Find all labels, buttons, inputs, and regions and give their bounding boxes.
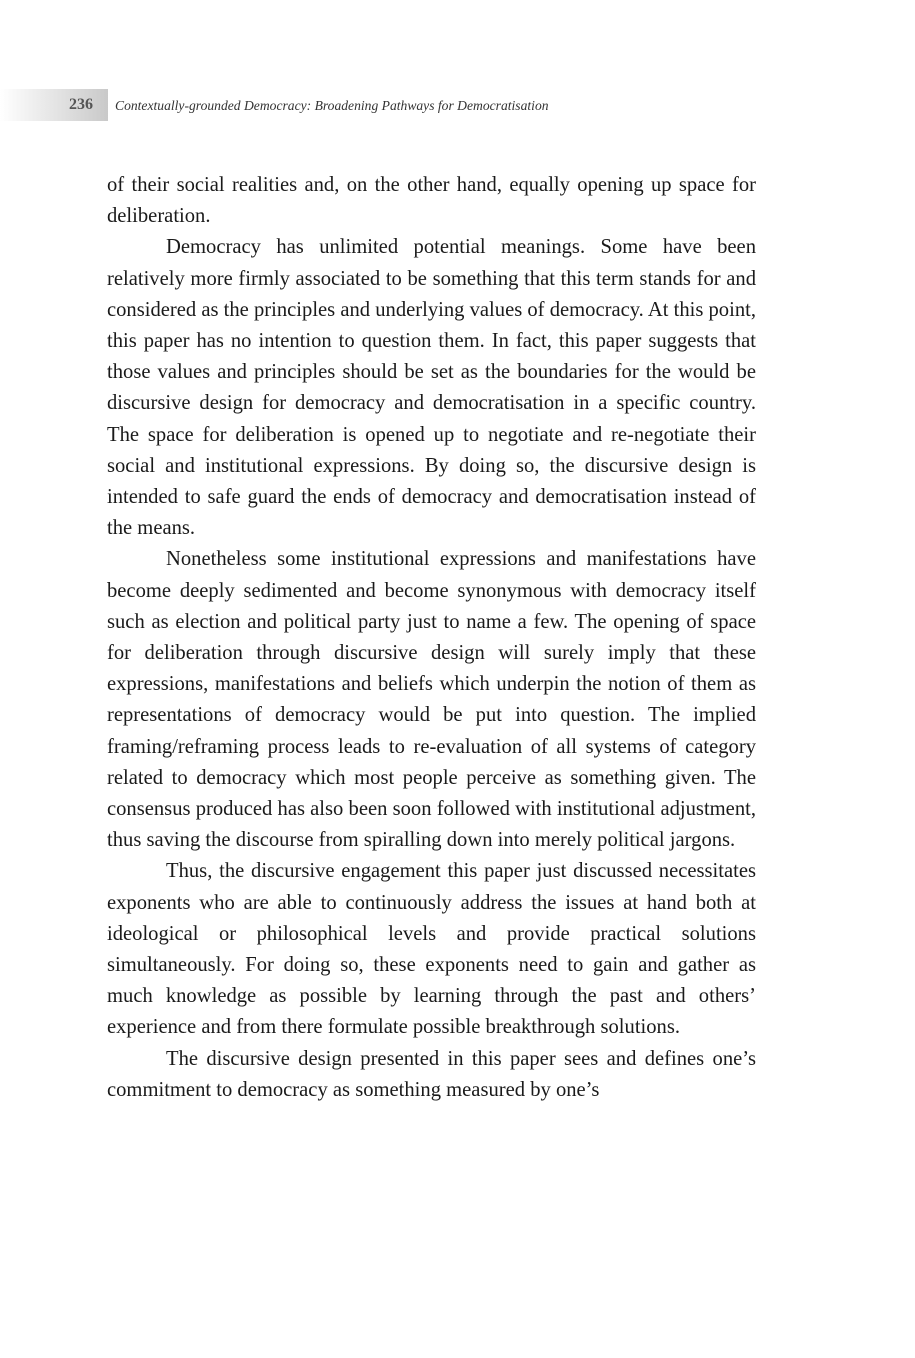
paragraph: Nonetheless some institutional expressions and manifestations have become deeply sedimented and become synonymous with democracy itself such as election and political party just to name a few. The opening of space for deliberation through discursive design will surely imply that these expressions, manifestations and beliefs which underpin the notion of them as representations of democracy would be put into question. The implied framing/reframing process leads to re-evaluation of all systems of category related to democracy which most people perceive as something given. The consensus produced has also been soon followed with institutional adjustment, thus saving the discourse from spiralling down into merely political jargons.	[107, 548, 756, 852]
running-title: Contextually-grounded Democracy: Broadening Pathways for Democratisation	[115, 98, 549, 113]
paragraph: Democracy has unlimited potential meanings. Some have been relatively more firmly associated to be something that this term stands for and considered as the principles and underlying values of democracy. At this point, this paper has no intention to question them. In fact, this paper suggests that those values and principles should be set as the boundaries for the would be discursive design for democracy and democratisation in a specific country. The space for deliberation is opened up to negotiate and re-negotiate their social and institutional expressions. By doing so, the discursive design is intended to safe guard the ends of democracy and democratisation instead of the means.	[107, 236, 756, 540]
page-number: 236	[69, 96, 93, 113]
body-text	[107, 170, 756, 1106]
paragraph: The discursive design presented in this paper sees and defines one’s commitment to democracy as something measured by one’s	[107, 1047, 756, 1101]
running-header	[0, 89, 915, 121]
paragraph: Thus, the discursive engagement this paper just discussed necessitates exponents who are able to continuously address the issues at hand both at ideological or philosophical levels and provide practical solutions simultaneously. For doing so, these exponents need to gain and gather as much knowledge as possible by learning through the past and others’ experience and from there formulate possible breakthrough solutions.	[107, 860, 756, 1039]
paragraph-continuation: of their social realities and, on the other hand, equally opening up space for deliberation.	[107, 174, 756, 228]
